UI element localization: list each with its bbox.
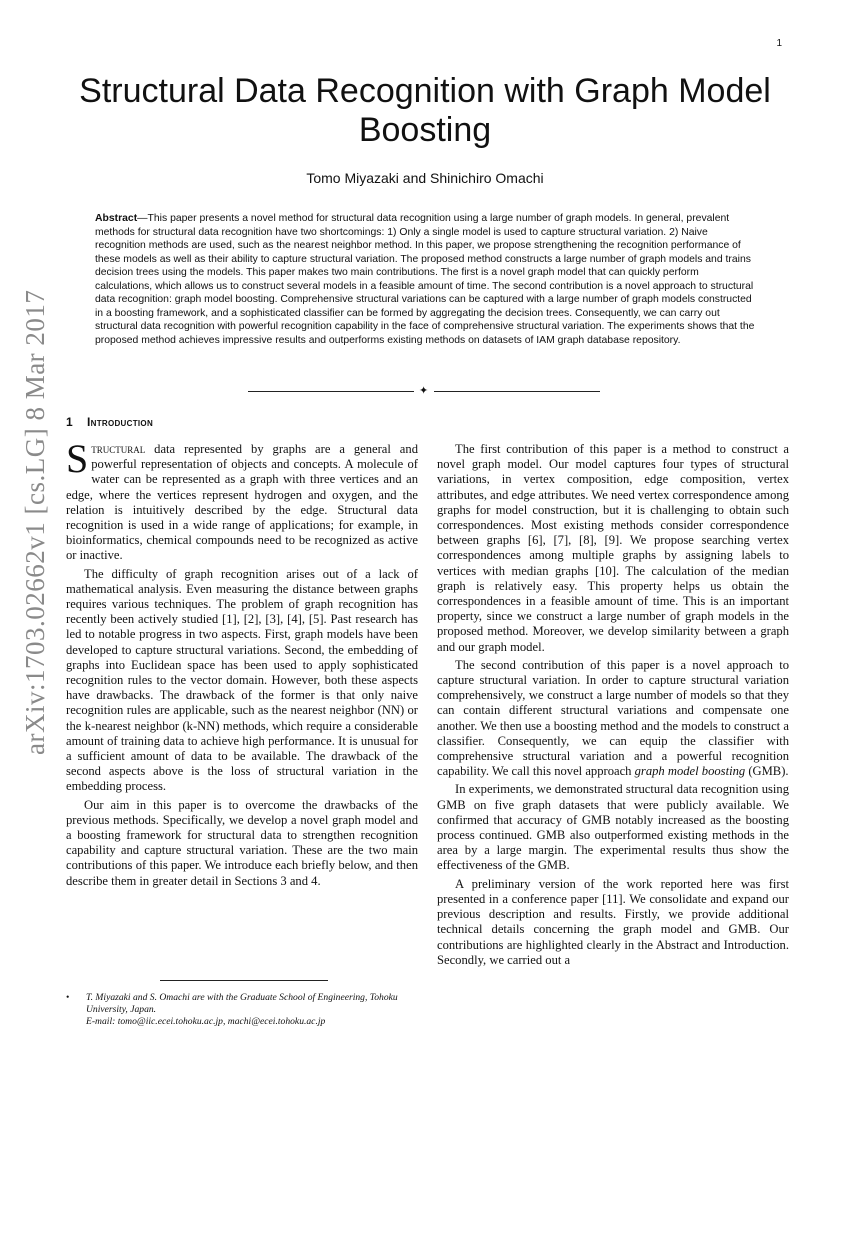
intro-paragraph-5 xyxy=(437,658,789,780)
intro-paragraph-1 xyxy=(66,436,418,564)
intro-paragraph-5-text-b: (GMB). xyxy=(745,764,789,779)
section-title: Introduction xyxy=(86,415,154,429)
left-column xyxy=(66,436,418,889)
footnote-affiliation: T. Miyazaki and S. Omachi are with the Graduate School of Engineering, Tohoku University, Japan. xyxy=(86,992,398,1015)
footnote-bullet-icon: • xyxy=(66,992,70,1003)
arxiv-stamp xyxy=(20,289,60,1255)
right-column xyxy=(437,442,789,968)
intro-paragraph-4: The first contribution of this paper is a method to construct a novel graph model. Our model captures four types of structural variations, in vertex composition, edge composition, vertex attributes, and edge attributes. We need vertex correspondence among graphs for model construction, but it is challenging to obtain such correspondences. Most existing methods consider correspondence between graphs [6], [7], [8], [9]. We propose searching vertex correspondences among multiple graphs by assigning labels to vertices with median graphs [10]. The calculation of the median graph is relatively easy. This property helps us obtain the correspondences in a feasible amount of time. This is an important property, since we construct a large number of graph models in the proposed method. Moreover, we develop similarity between a graph and our graph model. xyxy=(437,442,789,654)
abstract xyxy=(95,212,757,347)
divider-line-left xyxy=(248,391,414,392)
abstract-text: —This paper presents a novel method for structural data recognition using a large number of graph models. In general, prevalent methods for structural data recognition have two shortcomings: 1) Only a single model is used to capture structural variation. 2) Naive recognition methods are used, such as the nearest neighbor method. In this paper, we propose strengthening the recognition performance of these models as well as their ability to capture structural variation. The proposed method constructs a large number of graph models and trains decision trees using the models. This paper makes two main contributions. The first is a novel graph model that can quickly perform calculations, which allows us to construct several models in a feasible amount of time. The second contribution is a novel approach to structural data recognition: graph model boosting. Comprehensive structural variations can be captured with a large number of graph models constructed in a boosting framework, and a sophisticated classifier can be formed by aggregating the decision trees. Consequently, we can carry out structural data recognition with powerful recognition capability in the face of comprehensive structural variation. The experiments shows that the proposed method achieves impressive results and outperforms existing methods on datasets of IAM graph database repository. xyxy=(95,213,755,346)
arxiv-id: arXiv:1703.02662v1 [cs.LG] 8 Mar 2017 xyxy=(20,289,50,755)
paper-title: Structural Data Recognition with Graph Model Boosting xyxy=(79,72,771,149)
intro-paragraph-7: A preliminary version of the work reported here was first presented in a conference paper [11]. We consolidate and expand our previous description and results. Firstly, we provide additional technical details concerning the graph model and GMB. Our contributions are highlighted clearly in the Abstract and Introduction. Secondly, we carried out a xyxy=(437,876,789,967)
section-number: 1 xyxy=(66,415,73,429)
drop-cap: S xyxy=(66,436,89,481)
page-number: 1 xyxy=(776,38,782,49)
abstract-label: Abstract xyxy=(95,213,138,224)
drop-cap-word-rest: tructural xyxy=(91,442,146,456)
intro-paragraph-3: Our aim in this paper is to overcome the drawbacks of the previous methods. Specifically, we develop a novel graph model and a boosting framework for structural data to strengthen recognition capability and capture structural variation. These are the two main contributions of this paper. We introduce each briefly below, and then describe them in greater detail in Sections 3 and 4. xyxy=(66,797,418,888)
divider-ornament-icon: ✦ xyxy=(419,384,429,397)
footnote-email: E-mail: tomo@iic.ecei.tohoku.ac.jp, machi@ecei.tohoku.ac.jp xyxy=(86,1016,326,1027)
footnote xyxy=(66,992,421,1028)
divider-line-right xyxy=(434,391,600,392)
intro-paragraph-6: In experiments, we demonstrated structural data recognition using GMB on five graph datasets that were publicly available. We confirmed that accuracy of GMB notably increased as the boosting process continued. GMB also outperformed existing methods in the area by a large margin. The experimental results thus show the effectiveness of the GMB. xyxy=(437,782,789,873)
intro-paragraph-1-text: data represented by graphs are a general and powerful representation of objects and concepts. A molecule of water can be represented as a graph with three vertices and an edge, where the vertices represent hydrogen and oxygen, and the relation is intuitively described by the edge. Structural data recognition is used in a wide range of applications; for example, in bioinformatics, chemical compounds need to be recognized as active or inactive. xyxy=(66,442,418,563)
intro-paragraph-5-text-a: The second contribution of this paper is a novel approach to capture structural variation. In order to capture structural variation comprehensively, we construct a large number of models so that they can contain different structural variations and compensate one another. We then use a boosting method and the models to construct a classifier. Consequently, we can equip the classifier with comprehensive structural variation and a powerful recognition capability. We call this novel approach xyxy=(437,657,789,779)
intro-paragraph-2: The difficulty of graph recognition arises out of a lack of mathematical analysis. Even measuring the distance between graphs requires various techniques. The problem of graph recognition has recently been actively studied [1], [2], [3], [4], [5]. Past research has led to notable progress in two aspects. First, graph models have been developed to capture structural variations. Second, the embedding of graphs into Euclidean space has been used to apply sophisticated recognition rules to the vector domain. However, both these aspects have drawbacks. The drawback of the former is that only naive recognition rules are applicable, such as the nearest neighbor (NN) or the k-nearest neighbor (k-NN) methods, which require a considerable amount of training data to achieve high performance. It is unusual for a sufficient amount of data to be available. The drawback of the second aspects above is the loss of structural variation in the embedding process. xyxy=(66,566,418,794)
section-heading xyxy=(66,415,153,429)
footnote-rule xyxy=(160,980,328,981)
gmb-term: graph model boosting xyxy=(634,764,746,779)
section-divider xyxy=(248,385,600,397)
paper-authors: Tomo Miyazaki and Shinichiro Omachi xyxy=(306,170,544,186)
